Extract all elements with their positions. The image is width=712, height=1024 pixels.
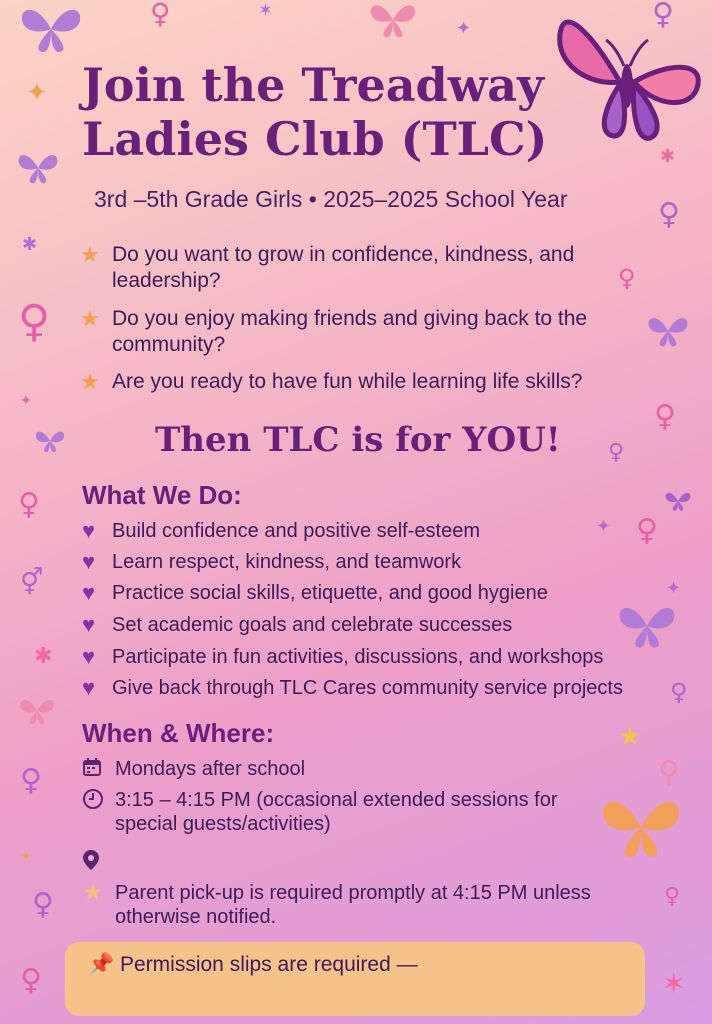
butterfly-icon	[664, 488, 692, 514]
when-day-text: Mondays after school	[115, 758, 306, 780]
venus-symbol-icon: ♀	[654, 399, 676, 434]
heart-icon: ♥	[82, 580, 96, 605]
sparkle-icon: ✦	[20, 849, 32, 865]
activity-item	[82, 549, 682, 575]
butterfly-icon	[18, 4, 84, 54]
butterfly-icon	[16, 148, 60, 188]
heart-icon: ♥	[82, 644, 96, 669]
when-location	[82, 849, 602, 877]
venus-symbol-icon: ♀	[18, 487, 40, 522]
sparkle-icon: ✶	[662, 967, 686, 1000]
when-time	[82, 788, 602, 836]
heart-icon: ♥	[82, 549, 96, 574]
when-pickup-text: Parent pick-up is required promptly at 4:15 PM unless otherwise notified.	[115, 882, 591, 928]
venus-symbol-icon: ⚲	[658, 755, 680, 790]
star-icon: ✦	[26, 78, 48, 108]
venus-symbol-icon: ♀	[664, 884, 681, 909]
sparkle-icon: ✦	[456, 18, 472, 39]
butterfly-icon	[368, 0, 418, 40]
question-text: Are you ready to have fun while learning life skills?	[112, 370, 583, 393]
permission-note	[88, 953, 628, 977]
venus-symbol-icon: ⚥	[20, 568, 44, 598]
venus-symbol-icon: ♀	[618, 264, 636, 292]
activity-text: Set academic goals and celebrate successes	[112, 613, 513, 636]
activity-item	[82, 644, 682, 670]
pushpin-icon: 📌	[88, 953, 115, 976]
star-icon: ★	[80, 369, 100, 394]
venus-symbol-icon: ♀	[18, 296, 51, 347]
butterfly-icon	[18, 694, 56, 728]
activity-text: Give back through TLC Cares community service projects	[112, 676, 623, 699]
venus-symbol-icon: ♀	[32, 887, 54, 922]
question-item	[80, 306, 640, 358]
venus-symbol-icon: ♀	[670, 678, 688, 706]
venus-symbol-icon: ♀	[20, 963, 42, 998]
activity-text: Participate in fun activities, discussions, and workshops	[112, 645, 604, 668]
activity-item	[82, 675, 682, 701]
location-pin-icon	[82, 849, 115, 877]
subtitle: 3rd –5th Grade Girls • 2025–2025 School Year	[94, 186, 568, 212]
venus-symbol-icon: ♀	[608, 440, 625, 465]
activity-item	[82, 513, 682, 548]
activity-text: Learn respect, kindness, and teamwork	[112, 550, 462, 573]
sparkle-icon: ✱	[660, 146, 676, 167]
venus-symbol-icon: ♀	[150, 0, 171, 30]
calendar-icon	[82, 757, 115, 783]
star-icon: ★	[80, 306, 100, 331]
star-icon: ★	[618, 722, 642, 752]
page-title: Join the Treadway Ladies Club (TLC)	[82, 58, 548, 166]
heart-icon: ♥	[82, 612, 96, 637]
question-item	[80, 242, 640, 294]
activity-text: Build confidence and positive self-esteem	[112, 519, 480, 542]
sparkle-icon: ✦	[666, 578, 682, 599]
when-pickup	[82, 881, 602, 929]
activity-item	[82, 612, 682, 638]
sparkle-icon: ✦	[596, 516, 612, 537]
butterfly-icon	[598, 790, 684, 864]
sparkle-icon: ✱	[34, 644, 53, 669]
venus-symbol-icon: ♀	[652, 0, 674, 32]
heart-icon: ♥	[82, 675, 96, 700]
tagline: Then TLC is for YOU!	[155, 420, 561, 460]
heart-icon: ♥	[82, 518, 96, 543]
question-text: Do you enjoy making friends and giving back to the community?	[112, 307, 588, 356]
activity-text: Practice social skills, etiquette, and good hygiene	[112, 581, 548, 604]
when-time-text: 3:15 – 4:15 PM (occasional extended sessions for special guests/activities)	[115, 789, 558, 835]
permission-note-text: Permission slips are required —	[120, 953, 418, 976]
venus-symbol-icon: ♀	[636, 513, 658, 548]
section-heading-what: What We Do:	[82, 480, 242, 510]
star-icon: ★	[82, 879, 104, 906]
activity-item	[82, 580, 682, 606]
sparkle-icon: ✶	[258, 0, 274, 21]
clock-icon	[82, 788, 115, 836]
question-text: Do you want to grow in confidence, kindness, and leadership?	[112, 243, 575, 292]
venus-symbol-icon: ♀	[658, 197, 680, 232]
sparkle-icon: ✱	[22, 234, 38, 255]
when-day	[82, 757, 602, 783]
butterfly-icon	[34, 426, 66, 456]
question-item	[80, 369, 640, 395]
section-heading-when: When & Where:	[82, 718, 275, 748]
star-icon: ★	[80, 242, 100, 267]
venus-symbol-icon: ♀	[20, 763, 42, 798]
sparkle-icon: ✦	[20, 393, 32, 409]
butterfly-icon	[646, 312, 690, 350]
